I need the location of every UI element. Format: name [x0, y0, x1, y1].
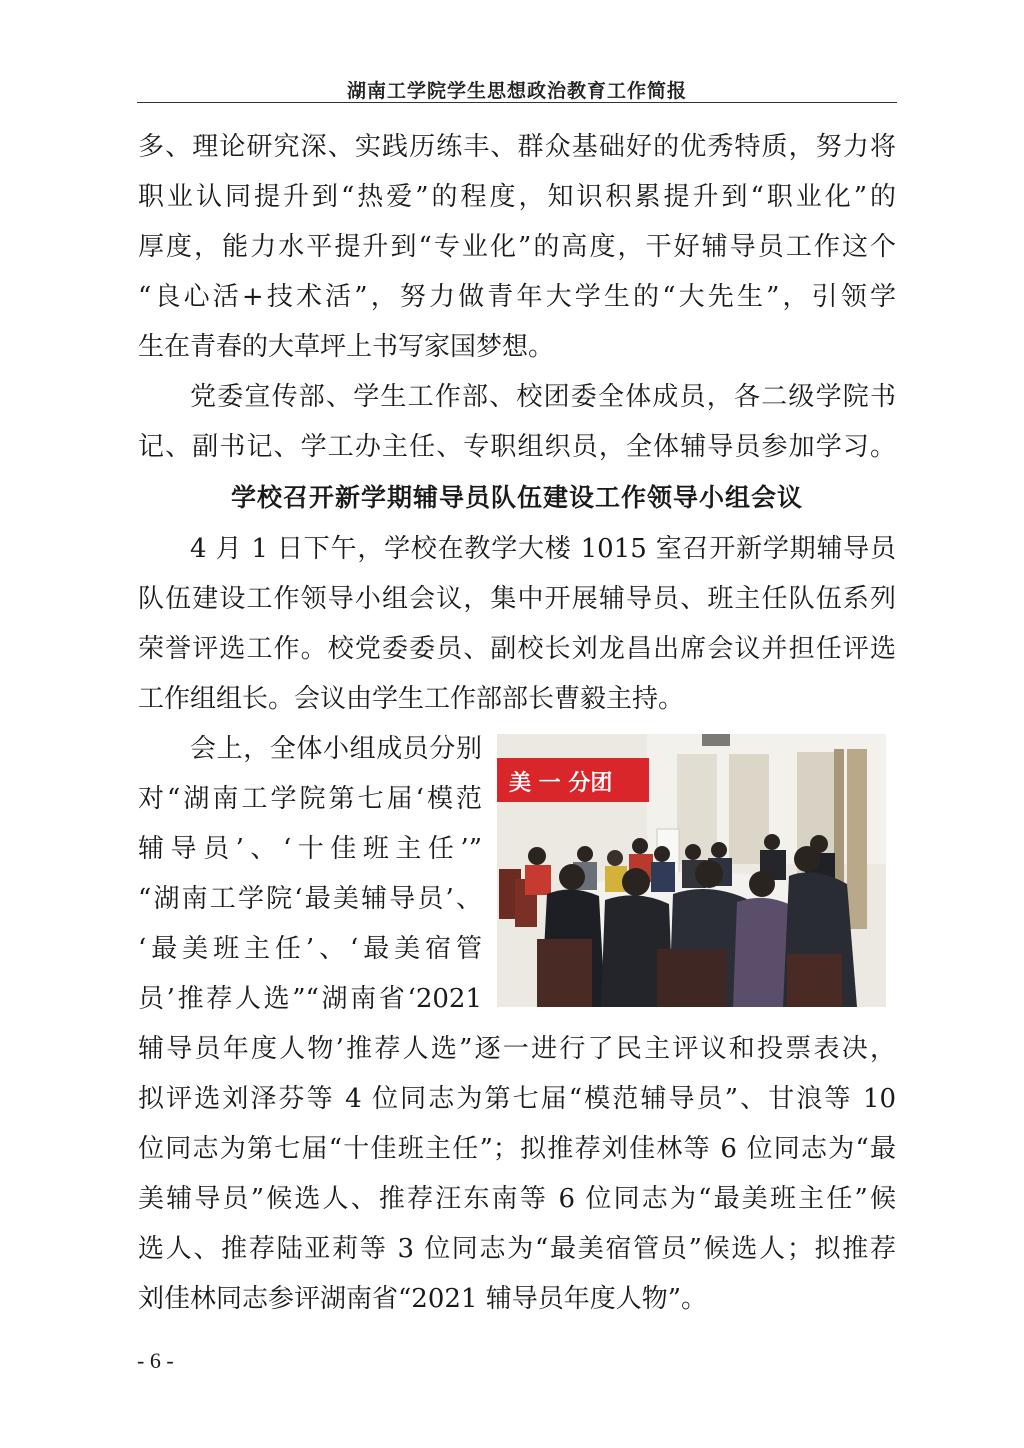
paragraph-line: 辅导员年度人物’推荐人选”逐一进行了民主评议和投票表决， — [138, 1034, 896, 1064]
paragraph-line: 多、理论研究深、实践历练丰、群众基础好的优秀特质，努力将 — [138, 132, 896, 162]
paragraph-line: 队伍建设工作领导小组会议，集中开展辅导员、班主任队伍系列 — [138, 584, 896, 614]
meeting-photo — [497, 734, 886, 1007]
paragraph-line: 生在青春的大草坪上书写家国梦想。 — [138, 332, 555, 362]
paragraph-line: 员’推荐人选”“湖南省‘2021 — [138, 984, 482, 1014]
paragraph-line: 党委宣传部、学生工作部、校团委全体成员，各二级学院书 — [190, 382, 896, 412]
header-rule — [137, 102, 897, 103]
paragraph-line: 4 月 1 日下午，学校在教学大楼 1015 室召开新学期辅导员 — [190, 534, 896, 564]
article-heading: 学校召开新学期辅导员队伍建设工作领导小组会议 — [230, 483, 803, 512]
paragraph-line: 选人、推荐陆亚莉等 3 位同志为“最美宿管员”候选人；拟推荐 — [138, 1234, 896, 1264]
paragraph-line: 位同志为第七届“十佳班主任”；拟推荐刘佳林等 6 位同志为“最 — [138, 1134, 896, 1164]
paragraph-line: 拟评选刘泽芬等 4 位同志为第七届“模范辅导员”、甘浪等 10 — [138, 1084, 896, 1114]
paragraph-line: 职业认同提升到“热爱”的程度，知识积累提升到“职业化”的 — [138, 182, 896, 212]
paragraph-line: “湖南工学院‘最美辅导员’、 — [138, 884, 482, 914]
paragraph-line: 会上，全体小组成员分别 — [190, 734, 482, 764]
page-number: - 6 - — [137, 1348, 174, 1373]
paragraph-line: 美辅导员”候选人、推荐汪东南等 6 位同志为“最美班主任”候 — [138, 1184, 896, 1214]
banner-text: 美 一 分团 — [509, 771, 613, 796]
header-title: 湖南工学院学生思想政治教育工作简报 — [346, 80, 687, 102]
paragraph-line: 荣誉评选工作。校党委委员、副校长刘龙昌出席会议并担任评选 — [138, 634, 896, 664]
paragraph-line: 厚度，能力水平提升到“专业化”的高度，干好辅导员工作这个 — [138, 232, 896, 262]
paragraph-line: 记、副书记、学工办主任、专职组织员，全体辅导员参加学习。 — [138, 432, 896, 462]
paragraph-line: 对“湖南工学院第七届‘模范 — [138, 784, 482, 814]
meeting-photo-illustration — [497, 734, 886, 1007]
paragraph-line: 辅导员’、‘十佳班主任’” — [138, 834, 482, 864]
paragraph-line: “良心活+技术活”，努力做青年大学生的“大先生”，引领学 — [138, 282, 896, 312]
paragraph-line: 工作组组长。会议由学生工作部部长曹毅主持。 — [138, 684, 685, 714]
paragraph-line: ‘最美班主任’、‘最美宿管 — [138, 934, 482, 964]
paragraph-line: 刘佳林同志参评湖南省“2021 辅导员年度人物”。 — [138, 1284, 708, 1314]
